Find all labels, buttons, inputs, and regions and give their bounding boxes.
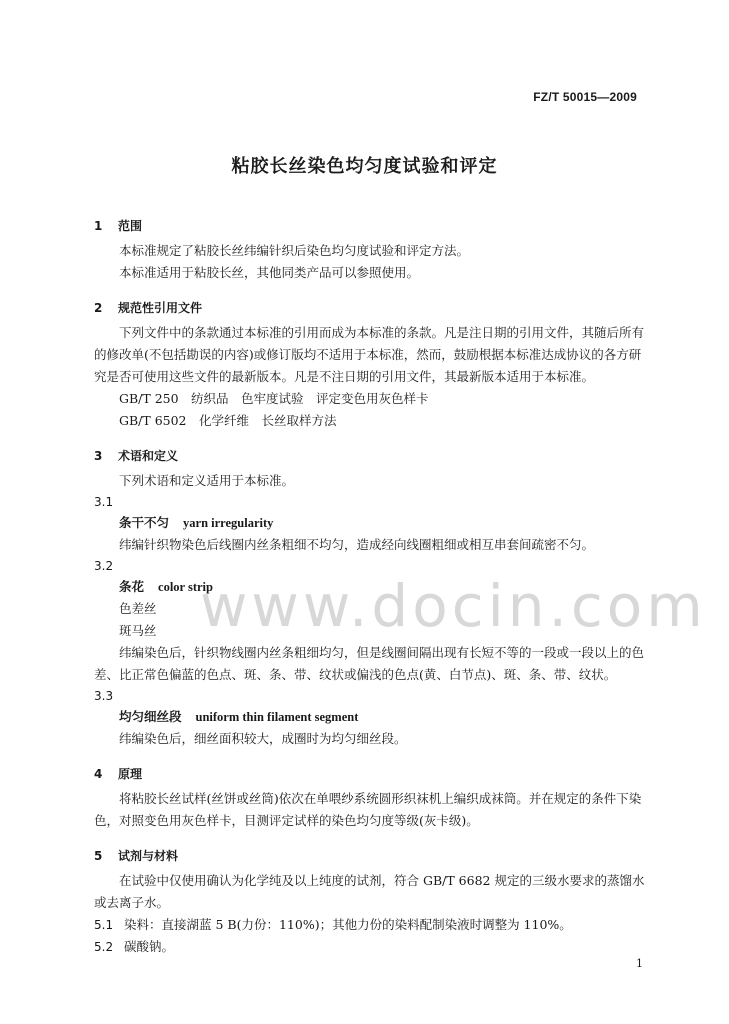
section-heading-4 — [94, 760, 652, 788]
subclause-number: 3.3 — [94, 689, 114, 703]
section-number: 2 — [94, 301, 103, 315]
section-title: 原理 — [118, 767, 143, 781]
section-heading-5 — [94, 842, 652, 870]
section-number: 1 — [94, 219, 103, 233]
item-text: 染料：直接湖蓝 5 B(力份：110%)；其他力份的染料配制染液时调整为 110%。 — [124, 917, 572, 932]
section-number: 5 — [94, 849, 103, 863]
term-definition: 纬编针织物染色后线圈内丝条粗细不均匀，造成经向线圈粗细或相互串套间疏密不匀。 — [119, 537, 595, 552]
list-item — [94, 936, 652, 958]
section-heading-1 — [94, 212, 652, 240]
section-title: 规范性引用文件 — [118, 301, 203, 315]
term-cn: 条干不匀 — [119, 515, 170, 530]
reference-item: GB/T 250 纺织品 色牢度试验 评定变色用灰色样卡 — [119, 391, 429, 406]
term-en: yarn irregularity — [183, 516, 274, 530]
term-definition: 纬编染色后，针织物线圈内丝条粗细均匀，但是线圈间隔出现有长短不等的一段或一段以上的色差、比正常色偏蓝的色点、斑、条、带、纹状或偏浅的色点(黄、白节点)、斑、条、带、纹状。 — [94, 645, 645, 682]
paragraph: 本标准适用于粘胶长丝，其他同类产品可以参照使用。 — [119, 265, 420, 280]
paragraph: 将粘胶长丝试样(丝饼或丝筒)依次在单喂纱系统圆形织袜机上编织成袜筒。并在规定的条件下染色，对照变色用灰色样卡，目测评定试样的染色均匀度等级(灰卡级)。 — [94, 791, 642, 828]
item-number: 5.1 — [94, 918, 114, 932]
paragraph: 在试验中仅使用确认为化学纯及以上纯度的试剂，符合 GB/T 6682 规定的三级水要求的蒸馏水或去离子水。 — [94, 873, 645, 910]
subclause-number: 3.1 — [94, 495, 114, 509]
term-synonym: 色差丝 — [119, 601, 157, 616]
page-number: 1 — [636, 957, 643, 970]
section-title: 术语和定义 — [118, 449, 179, 463]
reference-item: GB/T 6502 化学纤维 长丝取样方法 — [119, 413, 337, 428]
paragraph: 下列术语和定义适用于本标准。 — [119, 473, 295, 488]
term-en: uniform thin filament segment — [195, 710, 359, 724]
list-item — [94, 914, 652, 936]
watermark: www.docin.com — [200, 572, 707, 640]
item-number: 5.2 — [94, 940, 114, 954]
term-cn: 条花 — [119, 579, 145, 594]
standard-code: FZ/T 50015—2009 — [533, 90, 637, 104]
term-entry — [94, 512, 652, 534]
term-en: color strip — [158, 580, 213, 594]
subclause-number: 3.2 — [94, 559, 114, 573]
term-definition: 纬编染色后，细丝面积较大，成圈时为均匀细丝段。 — [119, 731, 407, 746]
paragraph: 下列文件中的条款通过本标准的引用而成为本标准的条款。凡是注日期的引用文件，其随后所有的修改单(不包括勘误的内容)或修订版均不适用于本标准，然而，鼓励根据本标准达成协议的各方研究是否可使用这些文件的最新版本。凡是不注日期的引用文件，其最新版本适用于本标准。 — [94, 325, 645, 384]
section-heading-2 — [94, 294, 652, 322]
section-title: 试剂与材料 — [118, 849, 179, 863]
document-title: 粘胶长丝染色均匀度试验和评定 — [231, 156, 498, 177]
term-cn: 均匀细丝段 — [119, 709, 182, 724]
section-number: 3 — [94, 449, 103, 463]
term-entry — [94, 706, 652, 728]
section-number: 4 — [94, 767, 103, 781]
item-text: 碳酸钠。 — [124, 939, 175, 954]
paragraph: 本标准规定了粘胶长丝纬编针织后染色均匀度试验和评定方法。 — [119, 243, 470, 258]
section-title: 范围 — [118, 219, 143, 233]
term-synonym: 斑马丝 — [119, 623, 157, 638]
section-heading-3 — [94, 442, 652, 470]
